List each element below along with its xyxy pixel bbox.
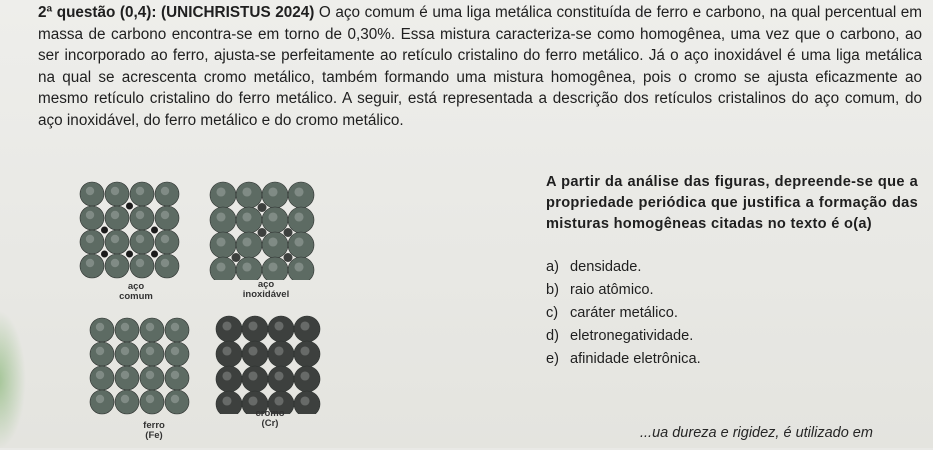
- lattice-aco-comum: [78, 180, 198, 280]
- lattice-aco-inoxidavel: [208, 180, 333, 280]
- caption-aco-inoxidavel: aço inoxidável: [242, 279, 290, 300]
- option-letter: b): [546, 282, 559, 298]
- atom-highlight: [242, 187, 251, 196]
- atom-highlight: [136, 211, 144, 219]
- atom-highlight: [274, 396, 283, 405]
- atom-highlight: [121, 323, 129, 331]
- atom-highlight: [86, 187, 94, 195]
- atom-highlight: [171, 323, 179, 331]
- atom-highlight: [216, 212, 225, 221]
- atom-highlight: [216, 237, 225, 246]
- atom-highlight: [268, 212, 277, 221]
- caption-ferro: ferro (Fe): [143, 420, 165, 441]
- atom-highlight: [136, 259, 144, 267]
- atom-highlight: [121, 395, 129, 403]
- atom-highlight: [96, 323, 104, 331]
- atom-highlight: [111, 187, 119, 195]
- question-header: questão (0,4): (UNICHRISTUS 2024): [56, 4, 315, 21]
- atom-highlight: [242, 212, 251, 221]
- interstitial-atom: [284, 228, 293, 237]
- atom-highlight: [294, 237, 303, 246]
- question-number: 2ª: [38, 4, 53, 21]
- interstitial-atom: [284, 253, 293, 262]
- atom-highlight: [294, 187, 303, 196]
- atom-highlight: [216, 262, 225, 271]
- option-text: raio atômico.: [570, 282, 654, 298]
- footer-text: ...ua dureza e rigidez, é utilizado em: [640, 425, 873, 441]
- atom-highlight: [294, 212, 303, 221]
- atom-highlight: [300, 321, 309, 330]
- option-letter: a): [546, 259, 559, 275]
- lattice-cromo: [214, 314, 334, 414]
- atom-highlight: [222, 396, 231, 405]
- interstitial-atom: [126, 203, 133, 210]
- interstitial-atom: [101, 251, 108, 258]
- option-text: afinidade eletrônica.: [570, 351, 701, 367]
- option-c[interactable]: [546, 302, 701, 325]
- answer-options: [546, 256, 701, 371]
- option-text: caráter metálico.: [570, 305, 678, 321]
- option-letter: c): [546, 305, 559, 321]
- atom-highlight: [96, 395, 104, 403]
- atom-highlight: [242, 262, 251, 271]
- atom-highlight: [161, 187, 169, 195]
- atom-highlight: [242, 237, 251, 246]
- question-body: O aço comum é uma liga metálica constituída de ferro e carbono, na qual percentual em massa de carbono encontra-se em torno de 0,30%. Essa mistura caracteriza-se como homogênea, uma vez que o carbono, ao ser incorporado ao ferro, ajusta-se perfeitamente ao retículo cristalino do ferro metálico. Já o aço inoxidável é uma liga metálica na qual se acrescenta cromo metálico, também formando uma mistura homogênea, pois o cromo se ajusta eficazmente ao mesmo retículo cristalino do ferro metálico. A seguir, está representada a descrição dos retículos cristalinos do aço comum, do aço inoxidável, do ferro metálico e do cromo metálico.: [38, 4, 923, 129]
- atom-highlight: [111, 235, 119, 243]
- interstitial-atom: [151, 251, 158, 258]
- caption-cromo: cromo (Cr): [255, 408, 285, 429]
- atom-highlight: [300, 396, 309, 405]
- question-prompt: A partir da análise das figuras, depreende-se que a propriedade periódica que justifica a formação das misturas homogêneas citadas no texto é o(a): [546, 174, 918, 232]
- atom-highlight: [222, 346, 231, 355]
- atom-highlight: [300, 371, 309, 380]
- interstitial-atom: [126, 251, 133, 258]
- atom-highlight: [146, 371, 154, 379]
- atom-highlight: [136, 235, 144, 243]
- atom-highlight: [111, 259, 119, 267]
- atom-highlight: [161, 259, 169, 267]
- atom-highlight: [171, 395, 179, 403]
- atom-highlight: [268, 187, 277, 196]
- atom-highlight: [274, 321, 283, 330]
- atom-highlight: [294, 262, 303, 271]
- atom-highlight: [121, 347, 129, 355]
- atom-highlight: [96, 371, 104, 379]
- atom-highlight: [86, 211, 94, 219]
- atom-highlight: [121, 371, 129, 379]
- option-e[interactable]: [546, 348, 701, 371]
- atom-highlight: [268, 262, 277, 271]
- interstitial-atom: [258, 228, 267, 237]
- atom-highlight: [161, 211, 169, 219]
- atom-highlight: [216, 187, 225, 196]
- option-b[interactable]: [546, 279, 701, 302]
- atom-highlight: [248, 346, 257, 355]
- atom-highlight: [274, 346, 283, 355]
- atom-highlight: [146, 323, 154, 331]
- atom-highlight: [171, 371, 179, 379]
- interstitial-atom: [151, 227, 158, 234]
- interstitial-atom: [101, 227, 108, 234]
- option-text: densidade.: [570, 259, 642, 275]
- option-letter: e): [546, 351, 559, 367]
- decorative-leaf: [0, 310, 26, 450]
- lattice-ferro: [88, 316, 203, 416]
- atom-highlight: [268, 237, 277, 246]
- atom-highlight: [248, 321, 257, 330]
- atom-highlight: [222, 371, 231, 380]
- atom-highlight: [111, 211, 119, 219]
- interstitial-atom: [258, 203, 267, 212]
- atom-highlight: [136, 187, 144, 195]
- atom-highlight: [248, 371, 257, 380]
- option-a[interactable]: [546, 256, 701, 279]
- caption-aco-comum: aço comum: [119, 281, 153, 302]
- option-d[interactable]: [546, 325, 701, 348]
- atom-highlight: [86, 235, 94, 243]
- atom-highlight: [300, 346, 309, 355]
- atom-highlight: [171, 347, 179, 355]
- option-text: eletronegatividade.: [570, 328, 694, 344]
- question-text-block: [38, 2, 922, 131]
- atom-highlight: [96, 347, 104, 355]
- atom-highlight: [146, 395, 154, 403]
- option-letter: d): [546, 328, 559, 344]
- atom-highlight: [146, 347, 154, 355]
- atom-highlight: [248, 396, 257, 405]
- atom-highlight: [222, 321, 231, 330]
- atom-highlight: [274, 371, 283, 380]
- atom-highlight: [86, 259, 94, 267]
- atom-highlight: [161, 235, 169, 243]
- interstitial-atom: [232, 253, 241, 262]
